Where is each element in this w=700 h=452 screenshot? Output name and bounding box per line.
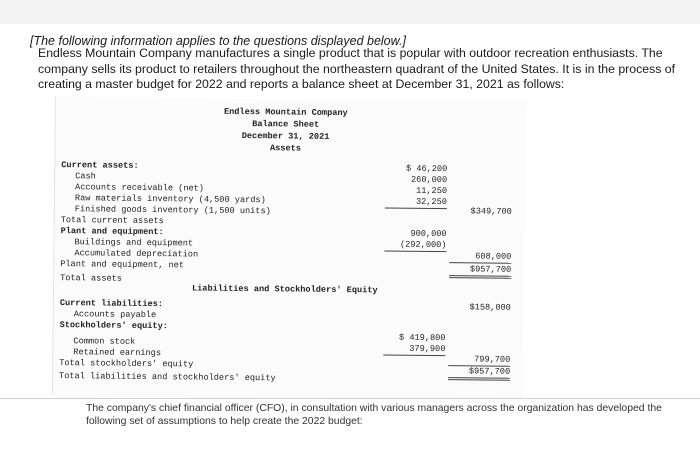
stockholders-equity-label: Stockholders' equity:: [59, 320, 168, 332]
balance-sheet-image: [52, 97, 526, 400]
accumulated-depreciation-value: (292,000): [384, 239, 446, 252]
common-stock-label: Common stock: [73, 336, 136, 347]
total-current-assets-label: Total current assets: [60, 215, 164, 227]
liabilities-heading: Liabilities and Stockholders' Equity: [191, 283, 378, 296]
retained-earnings-label: Retained earnings: [73, 347, 162, 359]
total-assets-label: Total assets: [60, 273, 123, 284]
assets-heading: Assets: [269, 143, 301, 154]
buildings-value: 900,000: [410, 228, 447, 240]
total-equity-label: Total stockholders' equity: [59, 358, 194, 370]
total-liabilities-equity-value: $957,700: [448, 366, 510, 381]
total-equity-value: 799,700: [448, 354, 510, 367]
ar-label: Accounts receivable (net): [75, 182, 205, 194]
common-stock-value: $ 419,800: [399, 332, 446, 344]
raw-materials-value: 11,250: [416, 185, 448, 197]
plant-net-label: Plant and equipment, net: [60, 259, 185, 271]
top-bar: [0, 0, 700, 24]
cash-label: Cash: [75, 171, 96, 182]
sheet-title: Balance Sheet: [252, 119, 320, 130]
plant-net-value: 608,000: [449, 251, 511, 264]
accumulated-depreciation-label: Accumulated depreciation: [74, 248, 199, 260]
problem-paragraph: Endless Mountain Company manufactures a single product that is popular with outdoor recreation enthusiasts. The company sells its product to retailers throughout the northeastern quadrant of the United States. It is in the process of creating a master budget for 2022 and reports a balance sheet at December 31, 2021 as follows:: [38, 46, 676, 91]
intro-note: [The following information applies to the questions displayed below.]: [30, 34, 406, 48]
total-liabilities-equity-label: Total liabilities and stockholders' equity: [59, 371, 276, 384]
finished-goods-value: 32,250: [385, 196, 447, 209]
plant-label: Plant and equipment:: [60, 226, 164, 238]
accounts-payable-value: $158,000: [469, 302, 511, 313]
company-name: Endless Mountain Company: [223, 106, 348, 119]
total-assets-value: $957,700: [449, 264, 511, 279]
current-assets-label: Current assets:: [61, 160, 139, 171]
total-current-assets-value: $349,700: [470, 206, 512, 217]
cfo-assumptions-text: The company's chief financial officer (CFO), in consultation with various managers across the organization has developed the following set of assumptions to help create the 2022 budget:: [86, 403, 662, 427]
sheet-date: December 31, 2021: [241, 130, 330, 142]
retained-earnings-value: 379,900: [383, 343, 445, 356]
raw-materials-label: Raw materials inventory (4,500 yards): [74, 193, 266, 206]
cash-value: $ 46,200: [405, 163, 448, 175]
finished-goods-label: Finished goods inventory (1,500 units): [74, 204, 271, 217]
buildings-label: Buildings and equipment: [74, 237, 194, 249]
current-liabilities-label: Current liabilities:: [59, 298, 164, 310]
divider: [0, 398, 700, 399]
ar-value: 260,000: [410, 174, 448, 186]
accounts-payable-label: Accounts payable: [73, 309, 157, 321]
